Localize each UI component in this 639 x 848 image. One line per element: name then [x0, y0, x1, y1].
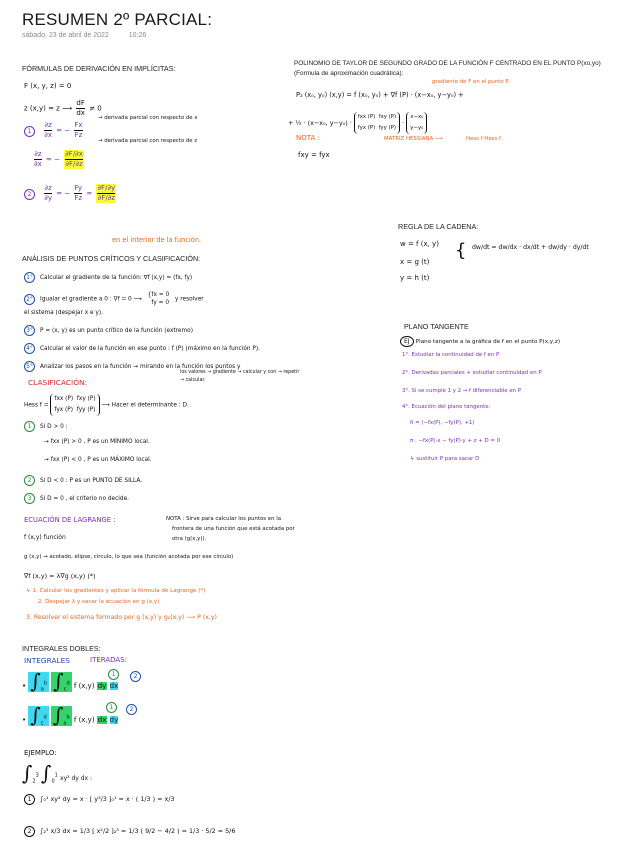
integral-2: • $\int_c^d$ $\int_a^b$ f (x,y) dx dy — [22, 703, 119, 727]
integrals-heading: INTEGRALES DOBLES: — [22, 644, 101, 653]
integral-1-num1: 1 — [108, 669, 124, 680]
critical-s3: 3° P = (x, y) es un punto crítico de la función (extremo) — [24, 325, 193, 336]
critical-s2: 2° Igualar el gradiente a 0 : ∇f = 0 ⟶ {fx = 0 fy = 0 y resolver — [24, 291, 204, 307]
chain-l3: y = h (t) — [400, 274, 430, 282]
lagrange-l1: f (x,y) función — [24, 534, 66, 541]
tangent-heading: PLANO TANGENTE — [404, 322, 469, 331]
critical-hess: Hess f = fxx (P) fxy (P) fyx (P) fyy (P) ⟶ Hacer el determinante : D. — [24, 394, 189, 416]
critical-s1: 1° Calcular el gradiente de la función: ∇f (x,y) = (fx, fy) — [24, 272, 192, 283]
critical-s4: 4° Calcular el valor de la función en ese punto : f (P) (máximo en la función P). — [24, 343, 260, 354]
chain-l1: w = f (x, y) — [400, 240, 439, 248]
example-step1: 1 ∫₀¹ xy² dy = x · [ y³/3 ]₀¹ = x · ( 1/3 ) = x/3 — [24, 794, 175, 805]
implicit-eq2: z (x,y) = z ⟶ $\frac{dF}{dx}$ ≠ 0 — [24, 99, 102, 117]
implicit-formula-1b: $\frac{\partial z}{\partial x}$ = − $\frac{\partial F/\partial x}{\partial F/\partial z}$ — [34, 150, 83, 168]
page-timestamp — [22, 32, 164, 39]
critical-clasif: CLASIFICACIÓN: — [28, 378, 88, 387]
lagrange-nota3: otra (g(x,y)). — [172, 536, 207, 542]
tangent-n-vec: n⃗ = (−fx(P), −fy(P), +1) — [410, 420, 475, 426]
integral-2-num2: 2 — [126, 704, 142, 715]
implicit-heading: FÓRMULAS DE DERIVACIÓN EN IMPLÍCITAS: — [22, 64, 176, 73]
page-date: sábado, 23 de abril de 2022 — [22, 32, 109, 39]
tangent-s2: 2°. Derivadas parciales + estudiar continuidad en P — [402, 370, 542, 376]
critical-s5c: → calcular. — [180, 378, 206, 383]
tangent-s4: 4°. Ecuación del plano tangente: — [402, 404, 491, 410]
taylor-annot-gradient: gradiente de F en el punto P. — [432, 79, 510, 85]
taylor-line1: P₂ (x₀, y₀) (x,y) = f (x₀, y₀) + ∇f (P) · (x−x₀, y−y₀) + — [296, 91, 464, 99]
taylor-subheading: (Formula de aproximación cuadrática): — [294, 70, 404, 77]
tangent-ej: EJ Plano tangente a la gráfica de f en el punto P(x,y,z) — [400, 336, 560, 347]
critical-c3: 3 Si D = 0 , el criterio no decide. — [24, 493, 129, 504]
critical-c2: 2 Si D < 0 : P es un PUNTO DE SILLA. — [24, 475, 142, 486]
lagrange-s1: ↳ 1. Calcular los gradientes y aplicar la fórmula de Lagrange (*) — [26, 588, 206, 594]
lagrange-heading: ECUACIÓN DE LAGRANGE : — [24, 516, 116, 524]
lagrange-s2: 2. Despejar λ y sacar la ecuación en g (x,y) — [38, 599, 160, 605]
page-time: 10:26 — [128, 32, 147, 39]
page-title: RESUMEN 2º PARCIAL: — [22, 10, 213, 29]
implicit-formula-1: 1 $\frac{\partial z}{\partial x}$ = − $\frac{Fx}{Fz}$ — [24, 121, 85, 140]
chain-heading: REGLA DE LA CADENA: — [398, 222, 479, 231]
implicit-note-fx: → derivada parcial con respecto de x — [98, 115, 198, 121]
integral-2-num1: 1 — [106, 702, 122, 713]
lagrange-nota2: frontera de una función que está acotada por — [172, 526, 295, 532]
critical-c1b: → fxx (P) < 0 , P es un MÁXIMO local. — [44, 457, 152, 463]
lagrange-nota: NOTA : Sirve para calcular los puntos en la — [166, 516, 282, 522]
example-step2: 2 ∫₂³ x/3 dx = 1/3 [ x²/2 ]₂³ = 1/3 ( 9/2 − 4/2 ) = 1/3 · 5/2 = 5/6 — [24, 826, 235, 837]
critical-c1a: → fxx (P) > 0 , P es un MÍNIMO local. — [44, 439, 150, 445]
lagrange-l2: g (x,y) → acotado, elipse, círculo, lo que sea (función acotada por ese círculo) — [24, 554, 234, 560]
taylor-hess-tail: Hess f Hess f. — [466, 136, 503, 142]
integral-1-num2: 2 — [130, 671, 146, 682]
taylor-nota-eq: fxy = fyx — [298, 151, 330, 159]
taylor-line2: + ½ · (x−x₀, y−y₀) · fxx (P) fxy (P) fyx (P) fyy (P) · x−x₀ y−y₀ — [288, 112, 427, 134]
example-label: EJEMPLO: — [24, 749, 57, 757]
tangent-s1: 1°. Estudiar la continuidad de f en P — [402, 352, 500, 358]
example-integral: $\int_2^3$ $\int_0^1$ xy² dy dx : — [22, 761, 93, 785]
tangent-sust: ↳ sustituir P para sacar D — [410, 456, 480, 462]
critical-s5b: los valores → gradiente → calcular y con → repetir — [180, 370, 300, 375]
integral-1: • $\int_a^b$ $\int_c^d$ f (x,y) dy dx — [22, 669, 119, 693]
critical-s2b: el sistema (despejar x e y). — [24, 310, 103, 316]
integrals-sub1: INTEGRALES — [24, 656, 70, 665]
lagrange-l3: ∇f (x,y) = λ∇g (x,y) (*) — [24, 572, 96, 580]
critical-heading: ANÁLISIS DE PUNTOS CRÍTICOS Y CLASIFICACIÓN: — [22, 254, 201, 263]
tangent-s3: 3°. Si se cumple 1 y 2 → f diferenciable en P — [402, 388, 522, 394]
tangent-pi-eq: π : −fx(P)·x − fy(P)·y + z + D = 0 — [410, 438, 500, 444]
chain-l2: x = g (t) — [400, 258, 430, 266]
taylor-nota-label: NOTA : — [296, 134, 320, 142]
critical-s5: 5° Analizar los pasos en la función → mirando en la función los puntos y — [24, 361, 240, 372]
critical-c1: 1 Si D > 0 : — [24, 421, 68, 432]
implicit-formula-2: 2 $\frac{\partial z}{\partial y}$ = − $\frac{Fy}{Fz}$ = $\frac{\partial F/\partial y}{\partial F/\partial z}$ — [24, 184, 118, 203]
implicit-note-fz: → derivada parcial con respecto de z — [98, 138, 198, 144]
critical-annot: en el interior de la función. — [112, 236, 202, 244]
integrals-sub2: ITERADAS: — [90, 656, 127, 664]
lagrange-s3: 3. Resolver el sistema formado por g (x,y) y g₂(x,y) ⟶ P (x,y) — [26, 614, 217, 621]
implicit-eq1: F (x, y, z) = 0 — [24, 82, 72, 90]
taylor-hess-label: MATRIZ HESSIANA ⟶ — [384, 136, 443, 142]
taylor-heading: POLINOMIO DE TAYLOR DE SEGUNDO GRADO DE LA FUNCIÓN F CENTRADO EN EL PUNTO P(xo,yo) — [294, 60, 601, 67]
chain-eq: dw/dt = dw/dx · dx/dt + dw/dy · dy/dt — [472, 244, 589, 251]
